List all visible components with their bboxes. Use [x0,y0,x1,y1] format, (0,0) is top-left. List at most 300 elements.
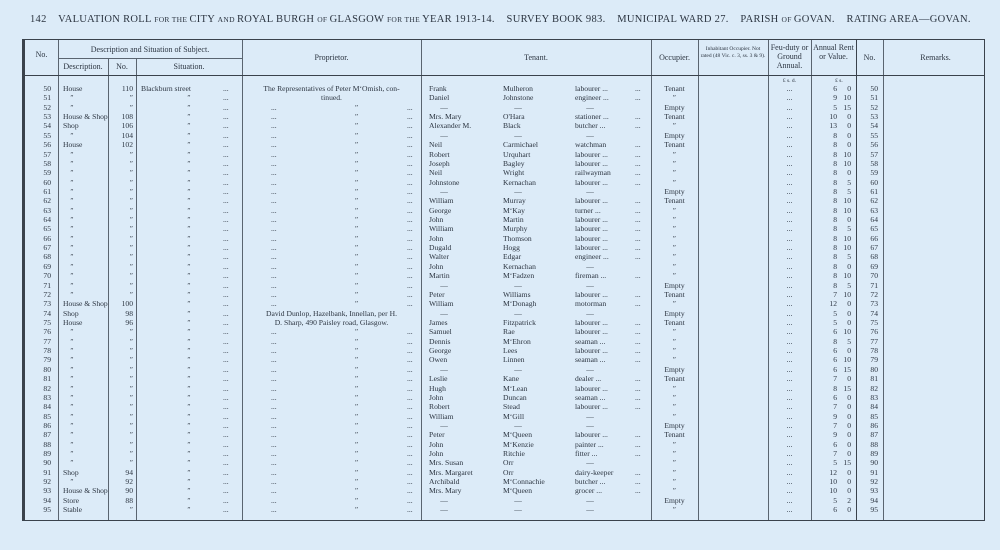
rent-shillings: 0 [847,84,851,93]
tenant-surname: Rae [503,327,515,337]
proprietor-dots: ... [407,196,413,206]
tenant-occupation: — [586,130,594,140]
street-number: ″ [129,280,133,290]
proprietor-dots: ... [271,149,277,159]
occupation-dots: ... [635,168,641,178]
occupation-dots: ... [635,140,641,150]
rent-shillings: 10 [843,289,851,299]
description: ″ [70,271,74,281]
tenant-first-name: William [429,411,454,421]
proprietor-dots: ... [271,205,277,215]
row-number-right: 59 [870,168,878,178]
rent-shillings: 0 [847,215,851,225]
feu-duty: ... [786,93,793,103]
row-number-right: 86 [870,420,878,430]
occupation-dots: ... [635,355,641,365]
tenant-occupation: fireman ... [575,271,607,281]
proprietor-dots: ... [271,271,277,281]
occupier-status: ″ [672,449,677,459]
title-fragment: FOR THE [154,15,190,24]
proprietor-dots: ... [407,102,413,112]
proprietor-dots: ... [271,383,277,393]
situation: ″ [187,149,191,159]
proprietor-ditto: ″ [355,130,359,140]
description: ″ [70,196,74,206]
situation: ″ [187,458,191,468]
proprietor: David Dunlop, Hazelbank, Innellan, per H. [266,308,397,318]
tenant-first-name: Mrs. Margaret [429,467,473,477]
occupation-dots: ... [635,327,641,337]
occupier-status: Empty [664,186,685,196]
row-number: 74 [43,308,51,318]
tenant-surname: Kernachan [503,177,536,187]
proprietor-dots: ... [271,177,277,187]
tenant-surname: Murray [503,196,526,206]
tenant-occupation: labourer ... [575,224,608,234]
rent-shillings: 0 [847,486,851,496]
occupation-dots: ... [635,430,641,440]
feu-duty: ... [786,261,793,271]
situation-dots: ... [223,84,229,93]
row-number-right: 68 [870,252,878,262]
rent-pounds: 8 [833,186,837,196]
rent-pounds: 5 [833,102,837,112]
rent-shillings: 0 [847,130,851,140]
tenant-occupation: — [586,411,594,421]
proprietor-dots: ... [271,364,277,374]
situation: ″ [187,261,191,271]
row-number-right: 51 [870,93,878,103]
proprietor-dots: ... [271,299,277,309]
rent-shillings: 10 [843,196,851,206]
situation: ″ [187,121,191,131]
tenant-surname: Linnen [503,355,525,365]
feu-duty: ... [786,299,793,309]
occupation-dots: ... [635,196,641,206]
occupation-dots: ... [635,215,641,225]
rent-shillings: 15 [843,458,851,468]
description: ″ [70,364,74,374]
table-row [25,449,988,458]
street-number: 104 [121,130,133,140]
proprietor-dots: ... [271,130,277,140]
rent-shillings: 15 [843,383,851,393]
tenant-first-name: — [440,364,448,374]
situation-dots: ... [223,355,229,365]
rent-pounds: 9 [833,430,837,440]
proprietor-dots: ... [407,364,413,374]
situation-dots: ... [223,112,229,122]
proprietor-dots: ... [271,196,277,206]
tenant-first-name: Peter [429,289,445,299]
header-no-right: No. [863,53,876,62]
proprietor-dots: ... [271,289,277,299]
row-number: 87 [43,430,51,440]
occupation-dots: ... [635,177,641,187]
proprietor-dots: ... [407,233,413,243]
feu-duty: ... [786,458,793,468]
proprietor-dots: ... [407,158,413,168]
situation: ″ [187,477,191,487]
row-number: 76 [43,327,51,337]
street-number: 94 [125,467,133,477]
tenant-occupation: labourer ... [575,233,608,243]
situation-dots: ... [223,299,229,309]
situation: ″ [187,215,191,225]
tenant-surname: Mulheron [503,84,533,93]
tenant-occupation: labourer ... [575,158,608,168]
proprietor-dots: ... [271,186,277,196]
proprietor-dots: ... [271,336,277,346]
situation-dots: ... [223,449,229,459]
street-number: ″ [129,177,133,187]
situation-dots: ... [223,308,229,318]
street-number: 102 [121,140,133,150]
table-row [25,121,988,130]
proprietor-dots: ... [271,140,277,150]
rent-pounds: 7 [833,374,837,384]
proprietor-dots: ... [407,467,413,477]
situation-dots: ... [223,252,229,262]
occupier-status: Tenant [664,112,685,122]
situation: ″ [187,243,191,253]
tenant-surname: Black [503,121,521,131]
header-number: No. [116,62,128,71]
description: House & Shop [63,486,108,496]
feu-duty: ... [786,346,793,356]
table-row [25,393,988,402]
row-number-right: 52 [870,102,878,112]
rent-pounds: 8 [833,224,837,234]
rent-shillings: 0 [847,261,851,271]
proprietor-dots: ... [407,252,413,262]
situation: ″ [187,495,191,505]
tenant-surname: Johnstone [503,93,534,103]
feu-duty: ... [786,308,793,318]
occupier-status: ″ [672,402,677,412]
tenant-first-name: William [429,299,454,309]
feu-duty: ... [786,205,793,215]
row-number: 83 [43,392,51,402]
situation: ″ [187,140,191,150]
tenant-first-name: — [440,130,448,140]
description: ″ [70,402,74,412]
tenant-occupation: labourer ... [575,84,608,93]
feu-duty: ... [786,374,793,384]
feu-duty: ... [786,439,793,449]
table-row [25,327,988,336]
row-number: 54 [43,121,51,131]
feu-duty: ... [786,177,793,187]
description: ″ [70,261,74,271]
proprietor-dots: ... [407,224,413,234]
tenant-surname: — [514,280,522,290]
rent-pounds: 9 [833,93,837,103]
proprietor-ditto: ″ [355,299,359,309]
row-number-right: 94 [870,495,878,505]
row-number-right: 70 [870,271,878,281]
occupation-dots: ... [635,112,641,122]
occupier-status: ″ [672,168,677,178]
proprietor-dots: ... [271,121,277,131]
tenant-first-name: Johnstone [429,177,460,187]
situation-dots: ... [223,505,229,515]
tenant-first-name: Neil [429,168,443,178]
rent-pounds: 8 [833,383,837,393]
street-number: ″ [129,243,133,253]
rent-pounds: 12 [829,467,837,477]
occupation-dots: ... [635,224,641,234]
proprietor-ditto: ″ [355,149,359,159]
rent-pounds: 13 [829,121,837,131]
occupation-dots: ... [635,158,641,168]
row-number-right: 80 [870,364,878,374]
proprietor-dots: ... [271,261,277,271]
rent-pounds: 8 [833,336,837,346]
situation: ″ [187,205,191,215]
street-number: ″ [129,346,133,356]
occupier-status: Tenant [664,196,685,206]
street-number: ″ [129,420,133,430]
description: ″ [70,289,74,299]
proprietor-dots: ... [407,505,413,515]
page-number: 142 [30,14,47,25]
table-row [25,318,988,327]
tenant-surname: M‘Queen [503,430,533,440]
rent-shillings: 0 [847,411,851,421]
proprietor-dots: ... [407,140,413,150]
title-fragment: GOVAN. RATING AREA—GOVAN. [793,14,971,25]
description: ″ [70,149,74,159]
row-number-right: 72 [870,289,878,299]
situation: ″ [187,233,191,243]
tenant-occupation: dealer ... [575,374,602,384]
row-number: 95 [43,505,51,515]
situation-dots: ... [223,402,229,412]
table-row [25,112,988,121]
proprietor-dots: ... [407,112,413,122]
occupier-status: ″ [672,205,677,215]
rent-pounds: 8 [833,158,837,168]
table-row [25,402,988,411]
rent-pounds: 8 [833,196,837,206]
rent-shillings: 0 [847,299,851,309]
tenant-first-name: Robert [429,149,450,159]
proprietor-ditto: ″ [355,196,359,206]
street-number: ″ [129,449,133,459]
occupation-dots: ... [635,336,641,346]
rent-pounds: 5 [833,495,837,505]
tenant-surname: — [514,420,522,430]
proprietor-ditto: ″ [355,439,359,449]
street-number: ″ [129,402,133,412]
tenant-surname: Stead [503,402,520,412]
occupier-status: ″ [672,486,677,496]
row-number: 53 [43,112,51,122]
rent-shillings: 2 [847,495,851,505]
tenant-occupation: seaman ... [575,336,606,346]
proprietor-dots: ... [271,252,277,262]
description: ″ [70,346,74,356]
proprietor-dots: ... [407,121,413,131]
description: ″ [70,327,74,337]
feu-duty: ... [786,224,793,234]
occupation-dots: ... [635,318,641,327]
proprietor-dots: ... [407,205,413,215]
occupier-status: ″ [672,346,677,356]
proprietor-ditto: ″ [355,186,359,196]
row-number-right: 67 [870,243,878,253]
rent-shillings: 15 [843,364,851,374]
tenant-occupation: painter ... [575,439,604,449]
row-number: 89 [43,449,51,459]
street-number: 98 [125,308,133,318]
tenant-first-name: John [429,215,444,225]
proprietor-dots: ... [271,158,277,168]
row-number: 88 [43,439,51,449]
proprietor-dots: ... [407,495,413,505]
situation: ″ [187,318,191,327]
tenant-occupation: motorman [575,299,607,309]
tenant-first-name: — [440,505,448,515]
tenant-first-name: Robert [429,402,450,412]
tenant-surname: Fitzpatrick [503,318,536,327]
tenant-first-name: Dugald [429,243,452,253]
tenant-surname: Kernachan [503,261,536,271]
tenant-surname: Urquhart [503,149,531,159]
tenant-first-name: John [429,261,444,271]
table-row [25,374,988,383]
tenant-surname: Orr [503,458,514,468]
situation-dots: ... [223,186,229,196]
occupation-dots: ... [635,149,641,159]
tenant-first-name: Joseph [429,158,450,168]
proprietor-ditto: ″ [355,355,359,365]
rent-pounds: 7 [833,402,837,412]
row-number: 72 [43,289,51,299]
row-number: 90 [43,458,51,468]
table-row [25,140,988,149]
title-fragment: GLASGOW [329,14,387,25]
table-row [25,150,988,159]
rent-shillings: 0 [847,121,851,131]
row-number: 84 [43,402,51,412]
feu-duty: ... [786,420,793,430]
street-number: 88 [125,495,133,505]
header-description-group: Description and Situation of Subject. [90,45,210,54]
situation-dots: ... [223,158,229,168]
table-row [25,290,988,299]
description: ″ [70,158,74,168]
occupier-status: Empty [664,308,685,318]
proprietor: D. Sharp, 490 Paisley road, Glasgow. [274,318,389,327]
proprietor-ditto: ″ [355,364,359,374]
description: ″ [70,411,74,421]
proprietor-dots: ... [407,130,413,140]
occupier-status: ″ [672,177,677,187]
proprietor-dots: ... [407,383,413,393]
proprietor-dots: ... [407,215,413,225]
rent-pounds: 8 [833,261,837,271]
row-number-right: 84 [870,402,878,412]
rent-shillings: 5 [847,336,851,346]
proprietor-dots: ... [271,112,277,122]
proprietor-dots: ... [407,289,413,299]
occupier-status: ″ [672,336,677,346]
description: House & Shop [63,299,108,309]
page-title [30,14,971,25]
occupation-dots: ... [635,93,641,103]
rent-pounds: 8 [833,233,837,243]
roll-title [58,14,971,25]
occupation-dots: ... [635,252,641,262]
rent-pounds: 8 [833,243,837,253]
occupier-status: ″ [672,383,677,393]
table-row [25,234,988,243]
proprietor-dots: ... [271,486,277,496]
rent-pounds: 8 [833,149,837,159]
rent-shillings: 0 [847,308,851,318]
proprietor-ditto: ″ [355,467,359,477]
tenant-surname: M‘Lean [503,383,528,393]
proprietor-ditto: ″ [355,336,359,346]
occupier-status: Tenant [664,289,685,299]
street-number: ″ [129,271,133,281]
occupier-status: ″ [672,271,677,281]
description: ″ [70,130,74,140]
feu-duty: ... [786,102,793,112]
table-row [25,505,988,514]
proprietor-dots: ... [271,102,277,112]
occupation-dots: ... [635,392,641,402]
header-feu-duty: Feu-duty or Ground Annual. [770,43,809,70]
row-number-right: 89 [870,449,878,459]
proprietor-ditto: ″ [355,112,359,122]
situation: ″ [187,308,191,318]
proprietor-dots: ... [407,449,413,459]
row-number-right: 75 [870,318,878,327]
proprietor-ditto: ″ [355,402,359,412]
description: ″ [70,177,74,187]
rent-pounds: 5 [833,308,837,318]
rent-shillings: 10 [843,158,851,168]
situation: ″ [187,430,191,440]
tenant-occupation: labourer ... [575,346,608,356]
proprietor-ditto: ″ [355,458,359,468]
occupation-dots: ... [635,486,641,496]
header-situation: Situation. [173,62,205,71]
proprietor-ditto: ″ [355,215,359,225]
table-row [25,430,988,439]
street-number: ″ [129,252,133,262]
row-number: 68 [43,252,51,262]
table-row [25,271,988,280]
situation: ″ [187,346,191,356]
tenant-occupation: dairy-keeper [575,467,614,477]
situation: ″ [187,402,191,412]
table-row [25,262,988,271]
tenant-surname: Duncan [503,392,527,402]
situation-dots: ... [223,196,229,206]
street-number: ″ [129,289,133,299]
proprietor-dots: ... [407,374,413,384]
proprietor-dots: ... [407,402,413,412]
proprietor-ditto: ″ [355,420,359,430]
table-row [25,421,988,430]
row-number-right: 64 [870,215,878,225]
proprietor-dots: ... [271,477,277,487]
occupier-status: ″ [672,243,677,253]
